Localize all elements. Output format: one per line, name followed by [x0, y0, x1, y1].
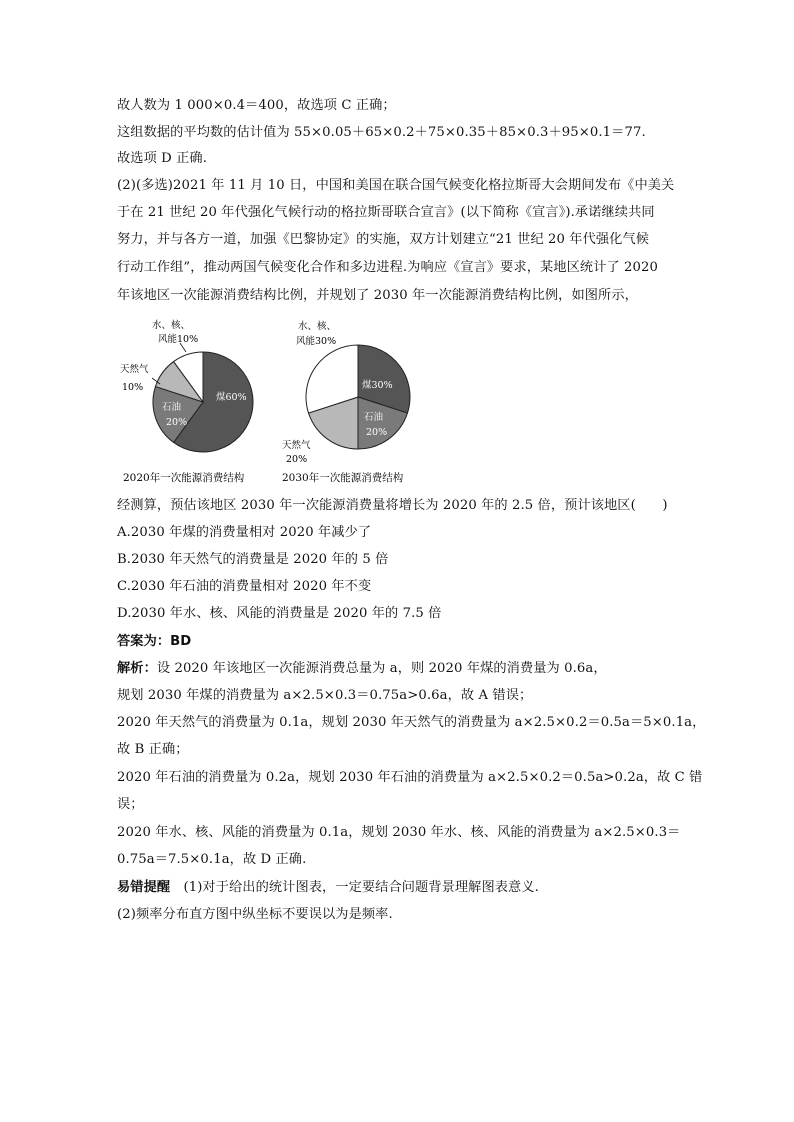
pie-label: 20% — [366, 427, 388, 438]
analysis-label: 解析： — [117, 661, 157, 676]
pie-label: 煤30% — [362, 380, 393, 391]
tip-line: (2)频率分布直方图中纵坐标不要误以为是频率. — [117, 907, 393, 922]
pie-label: 天然气 — [120, 364, 149, 375]
analysis-line: 2020 年石油的消费量为 0.2a，规划 2030 年石油的消费量为 a×2.5×0.2＝0.5a>0.2a，故 C 错 — [117, 770, 703, 785]
pie-label: 石油 — [364, 412, 384, 423]
question-line: 行动工作组”，推动两国气候变化合作和多边进程.为响应《宣言》要求，某地区统计了 2020 — [117, 260, 659, 275]
tip-text: (1)对于给出的统计图表，一定要结合问题背景理解图表意义. — [183, 880, 539, 895]
pie-title-2030: 2030年一次能源消费结构 — [282, 472, 404, 484]
pie-label: 20% — [166, 417, 188, 428]
text-line: 这组数据的平均数的估计值为 55×0.05＋65×0.2＋75×0.35＋85×0.3＋95×0.1＝77. — [117, 125, 646, 140]
text-line: 故人数为 1 000×0.4＝400，故选项 C 正确； — [117, 98, 396, 113]
analysis-line: 2020 年天然气的消费量为 0.1a，规划 2030 年天然气的消费量为 a×2.5×0.2＝0.5a＝5×0.1a， — [117, 715, 706, 730]
tip-label: 易错提醒 — [117, 880, 171, 895]
pie-label: 石油 — [162, 402, 182, 413]
pie-label: 天然气 — [282, 440, 311, 451]
option-c: C.2030 年石油的消费量相对 2020 年不变 — [117, 579, 372, 594]
option-d: D.2030 年水、核、风能的消费量是 2020 年的 7.5 倍 — [117, 606, 442, 621]
analysis-line: 误； — [117, 797, 144, 812]
analysis-line — [117, 660, 607, 678]
option-b: B.2030 年天然气的消费量是 2020 年的 5 倍 — [117, 552, 389, 567]
analysis-text: 设 2020 年该地区一次能源消费总量为 a，则 2020 年煤的消费量为 0.6a， — [156, 661, 607, 676]
option-a: A.2030 年煤的消费量相对 2020 年减少了 — [117, 525, 372, 540]
pie-label: 水、核、 — [152, 320, 191, 331]
pie-label: 水、核、 — [298, 321, 337, 332]
pie-label: 10% — [122, 382, 144, 393]
analysis-line: 2020 年水、核、风能的消费量为 0.1a，规划 2030 年水、核、风能的消费量为 a×2.5×0.3＝ — [117, 825, 681, 840]
question-line: 于在 21 世纪 20 年代强化气候行动的格拉斯哥联合宣言》(以下简称《宣言》).承诺继续共同 — [117, 205, 655, 220]
analysis-line: 故 B 正确； — [117, 742, 189, 757]
pie-label: 风能30% — [296, 336, 337, 347]
pie-title-2020: 2020年一次能源消费结构 — [123, 472, 245, 484]
pie-label: 20% — [286, 454, 308, 465]
analysis-line: 规划 2030 年煤的消费量为 a×2.5×0.3＝0.75a>0.6a，故 A 错误； — [117, 688, 533, 703]
question-line: 努力，并与各方一道，加强《巴黎协定》的实施，双方计划建立“21 世纪 20 年代强化气候 — [117, 232, 650, 247]
pie-label: 煤60% — [216, 392, 247, 403]
question-line: 年该地区一次能源消费结构比例，并规划了 2030 年一次能源消费结构比例，如图所示， — [117, 288, 638, 303]
text-line: 故选项 D 正确. — [117, 151, 207, 166]
answer: 答案为：BD — [117, 634, 192, 649]
question-line: 经测算，预估该地区 2030 年一次能源消费量将增长为 2020 年的 2.5 倍，预计该地区( ) — [117, 498, 668, 513]
analysis-line: 0.75a＝7.5×0.1a，故 D 正确. — [117, 852, 307, 867]
pie-label: 风能10% — [158, 334, 199, 345]
tip-line — [117, 879, 539, 897]
question-line: (2)(多选)2021 年 11 月 10 日，中国和美国在联合国气候变化格拉斯哥大会期间发布《中美关 — [117, 178, 675, 193]
pie-chart-2030 — [306, 345, 410, 449]
